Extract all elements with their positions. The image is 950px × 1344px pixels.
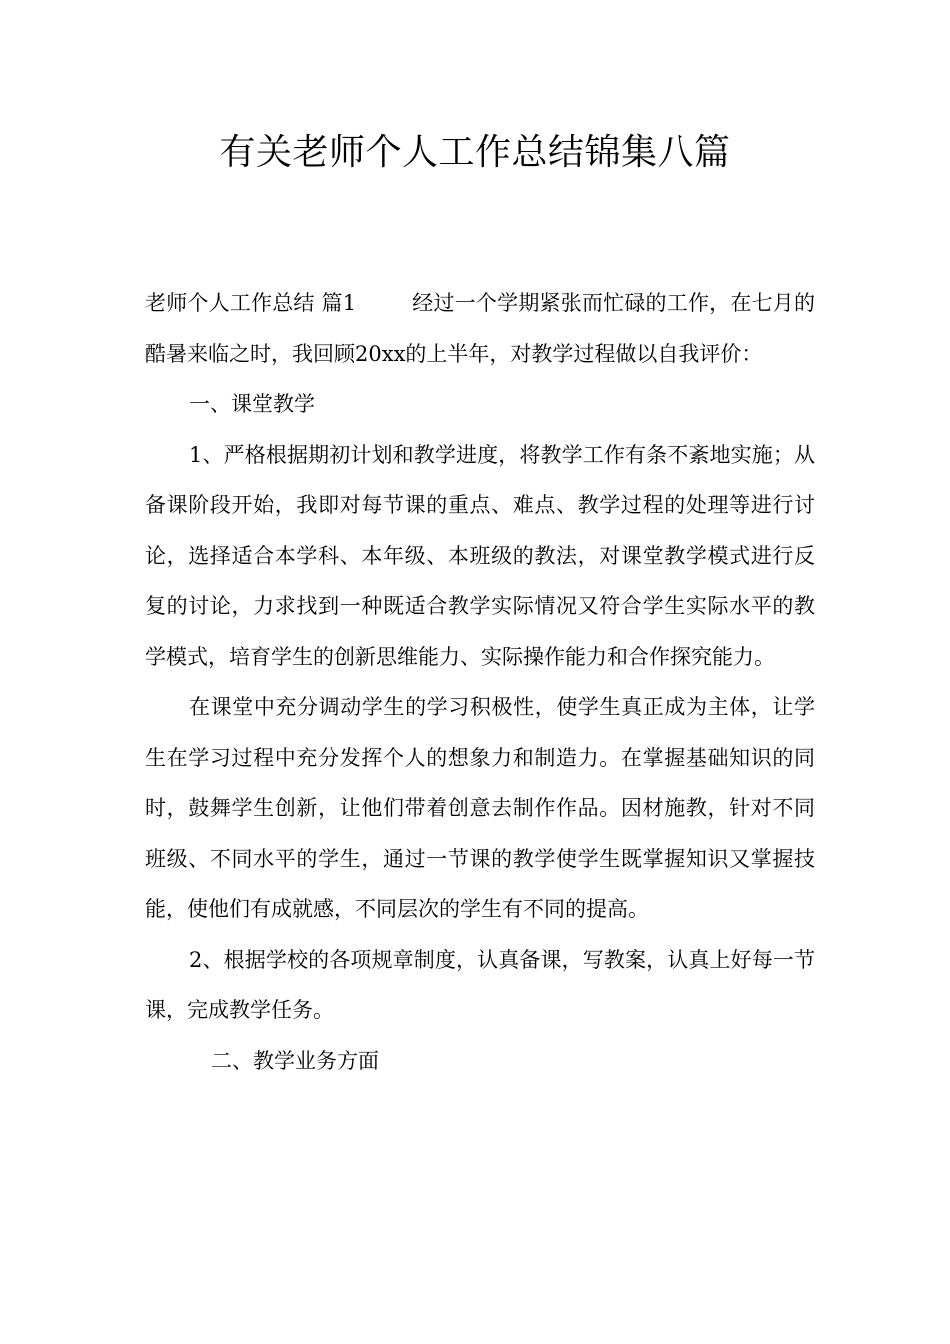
paragraph-rules: 2、根据学校的各项规章制度，认真备课，写教案，认真上好每一节课，完成教学任务。 [145, 947, 815, 1022]
document-title: 有关老师个人工作总结锦集八篇 [219, 132, 731, 173]
section-heading-business: 二、教学业务方面 [211, 1048, 379, 1073]
paragraph-plan: 1、严格根据期初计划和教学进度，将教学工作有条不紊地实施；从备课阶段开始，我即对每节课的重点、难点、教学过程的处理等进行讨论，选择适合本学科、本年级、本班级的教法，对课堂教学模式进行反复的讨论，力求找到一种既适合教学实际情况又符合学生实际水平的教学模式，培育学生的创新思维能力、实际操作能力和合作探究能力。 [145, 442, 815, 669]
document-body [145, 278, 815, 1086]
section-heading-classroom: 一、课堂教学 [189, 392, 315, 416]
intro-paragraph [145, 278, 815, 379]
intro-heading: 老师个人工作总结 篇1 [145, 291, 357, 315]
paragraph-classroom: 在课堂中充分调动学生的学习积极性，使学生真正成为主体，让学生在学习过程中充分发挥个人的想象力和制造力。在掌握基础知识的同时，鼓舞学生创新，让他们带着创意去制作作品。因材施教，针对不同班级、不同水平的学生，通过一节课的教学使学生既掌握知识又掌握技能，使他们有成就感，不同层次的学生有不同的提高。 [145, 695, 815, 921]
intro-text: 经过一个学期紧张而忙碌的工作，在七月的酷暑来临之时，我回顾20xx的上半年，对教学过程做以自我评价： [145, 291, 815, 366]
